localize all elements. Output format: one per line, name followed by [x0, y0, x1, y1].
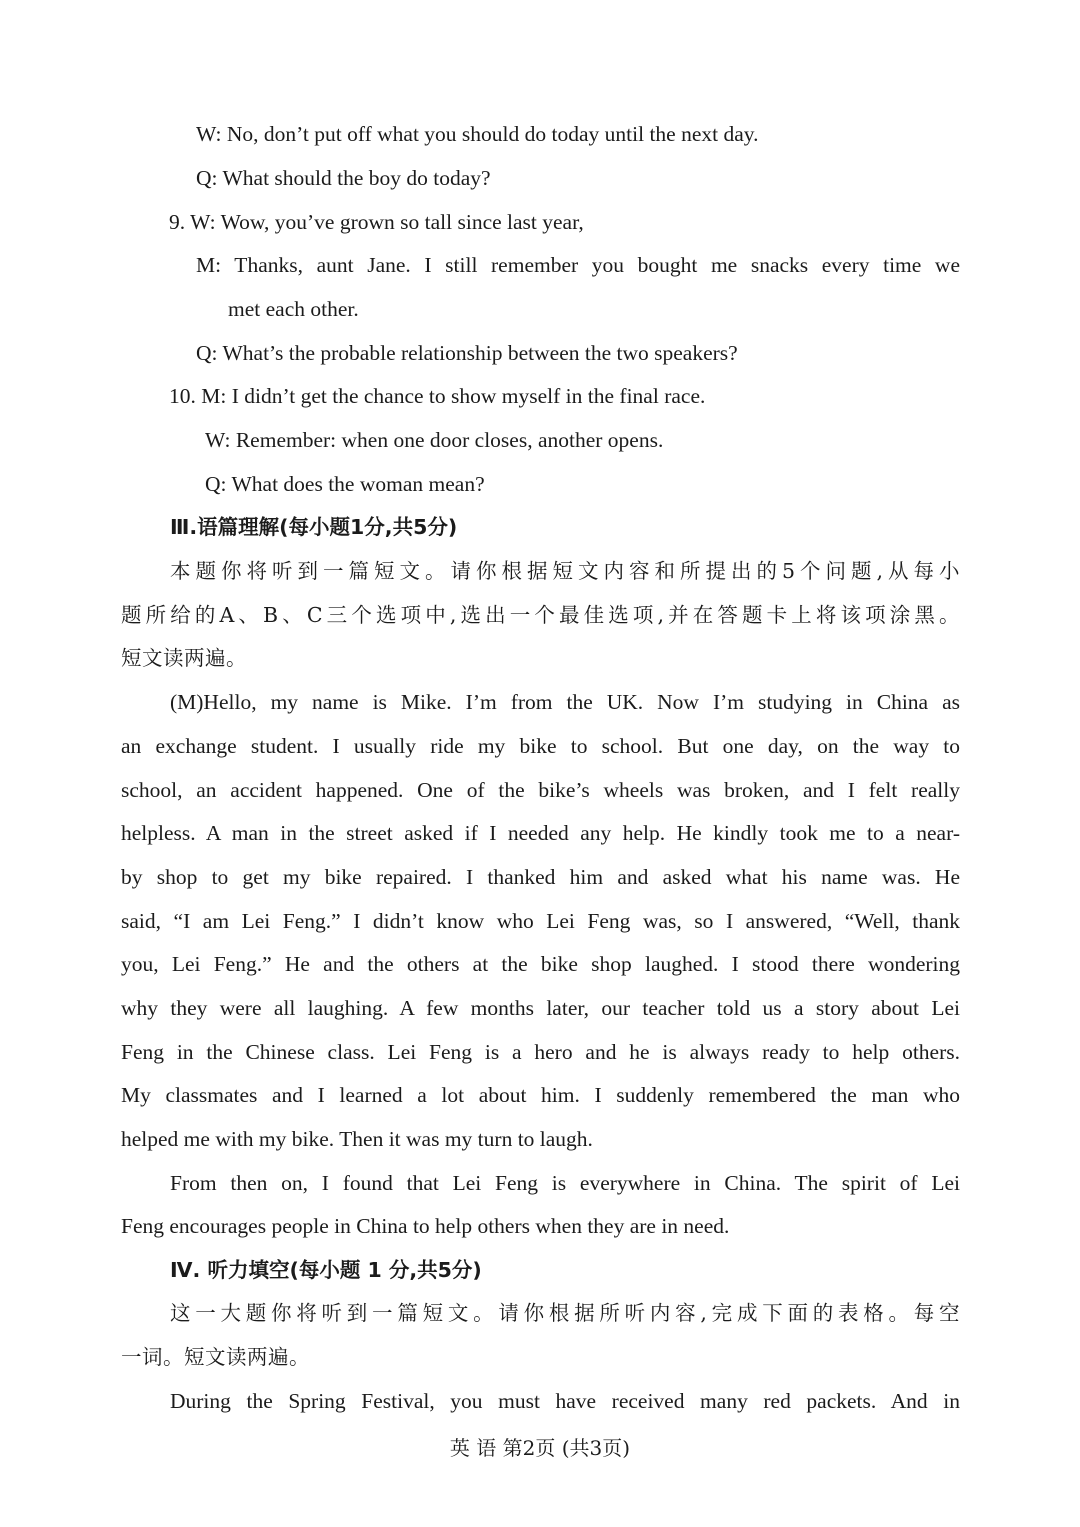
item-9-man-line1: M: Thanks, aunt Jane. I still remember you bought me snacks every time we: [196, 253, 960, 277]
passage-1-line: (M)Hello, my name is Mike. I’m from the UK. Now I’m studying in China as: [170, 690, 960, 714]
passage-1-line: said, “I am Lei Feng.” I didn’t know who Lei Feng was, so I answered, “Well, thank: [121, 909, 960, 933]
page-footer: 英 语 第2页 (共3页): [449, 1436, 631, 1460]
passage-1-line: why they were all laughing. A few months later, our teacher told us a story about Lei: [121, 996, 960, 1020]
section-3-instruction-line2: 题所给的A、B、C三个选项中,选出一个最佳选项,并在答题卡上将该项涂黑。: [121, 603, 960, 627]
passage-1-line: by shop to get my bike repaired. I thanked him and asked what his name was. He: [121, 865, 960, 889]
dialogue-question: Q: What should the boy do today?: [196, 166, 491, 190]
section-4-passage-line: During the Spring Festival, you must have received many red packets. And in: [170, 1389, 960, 1413]
passage-1-line: Feng in the Chinese class. Lei Feng is a hero and he is always ready to help others.: [121, 1040, 960, 1064]
section-3-instruction-line3: 短文读两遍。: [121, 646, 247, 670]
passage-1-line: My classmates and I learned a lot about him. I suddenly remembered the man who: [121, 1083, 960, 1107]
passage-1-line: school, an accident happened. One of the bike’s wheels was broken, and I felt really: [121, 778, 960, 802]
section-3-instruction-line1: 本题你将听到一篇短文。请你根据短文内容和所提出的5个问题,从每小: [170, 559, 960, 583]
section-4-instruction-line2: 一词。短文读两遍。: [121, 1345, 310, 1369]
passage-1-line: an exchange student. I usually ride my bike to school. But one day, on the way to: [121, 734, 960, 758]
item-10-woman: W: Remember: when one door closes, another opens.: [205, 428, 664, 452]
section-4-instruction-line1: 这一大题你将听到一篇短文。请你根据所听内容,完成下面的表格。每空: [170, 1301, 960, 1325]
passage-2-line: From then on, I found that Lei Feng is everywhere in China. The spirit of Lei: [170, 1171, 960, 1195]
item-9-woman: 9. W: Wow, you’ve grown so tall since last year,: [169, 210, 584, 234]
passage-1-line: helpless. A man in the street asked if I needed any help. He kindly took me to a near-: [121, 821, 960, 845]
item-10-man: 10. M: I didn’t get the chance to show myself in the final race.: [169, 384, 706, 408]
item-10-question: Q: What does the woman mean?: [205, 472, 485, 496]
passage-2-line: Feng encourages people in China to help others when they are in need.: [121, 1214, 730, 1238]
section-4-heading: Ⅳ. 听力填空(每小题 1 分,共5分): [170, 1258, 482, 1282]
section-3-heading: Ⅲ.语篇理解(每小题1分,共5分): [170, 515, 458, 539]
passage-1-line: helped me with my bike. Then it was my turn to laugh.: [121, 1127, 593, 1151]
item-9-question: Q: What’s the probable relationship between the two speakers?: [196, 341, 738, 365]
item-9-man-line2: met each other.: [228, 297, 359, 321]
dialogue-line: W: No, don’t put off what you should do today until the next day.: [196, 122, 759, 146]
passage-1-line: you, Lei Feng.” He and the others at the bike shop laughed. I stood there wondering: [121, 952, 960, 976]
